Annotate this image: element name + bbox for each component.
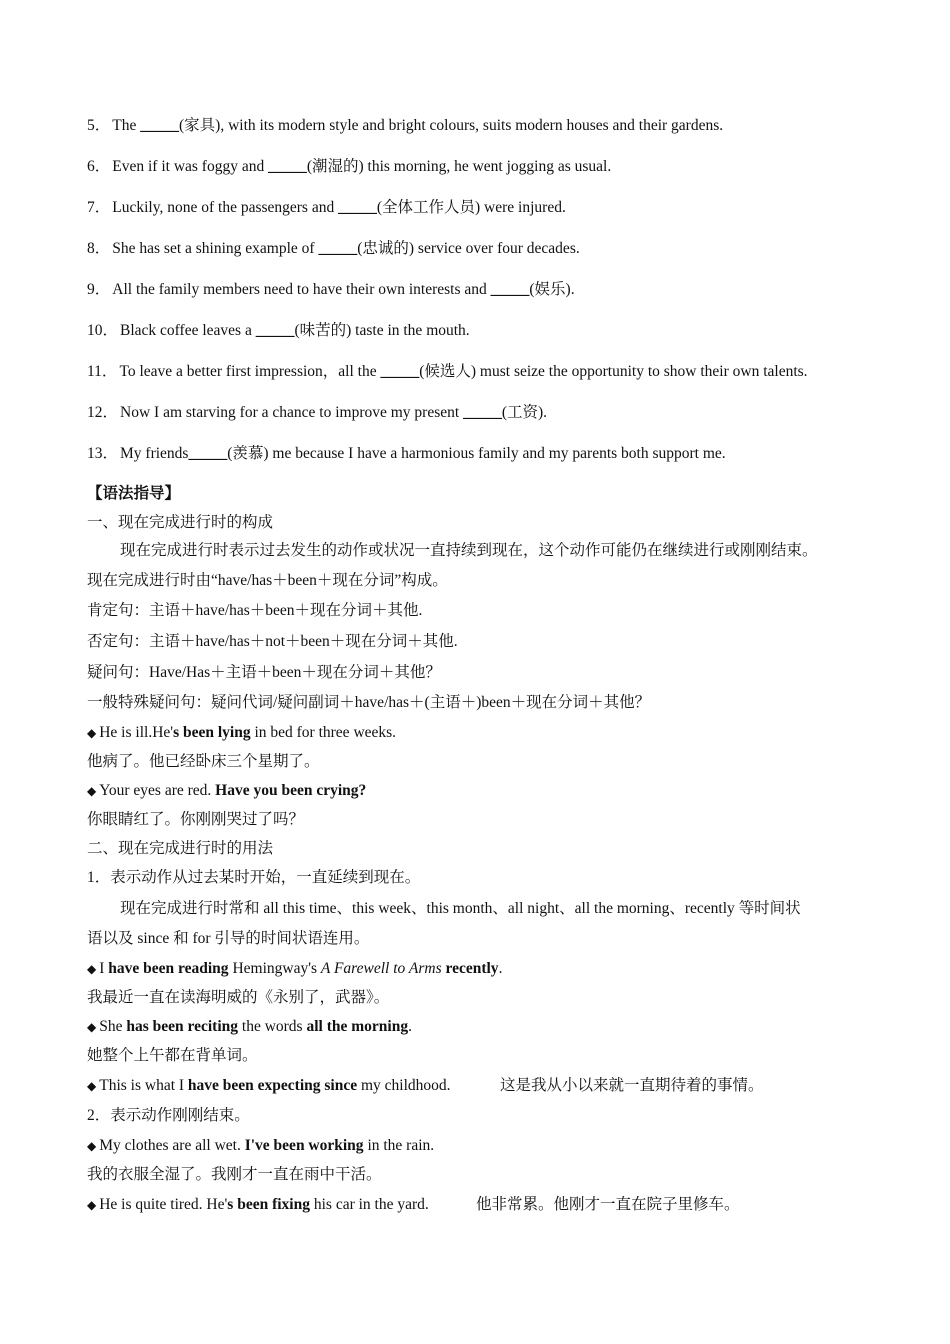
exercise-number: 12． (87, 404, 119, 421)
exercise-number: 10． (87, 322, 119, 339)
exercise-text: She has set a shining example of (112, 240, 319, 257)
exercise-text: All the family members need to have their own interests and (112, 281, 491, 298)
usage1-desc-line2: 语以及 since 和 for 引导的时间状语连用。 (87, 930, 370, 947)
exercise-hint: (忠诚的) service over four decades. (357, 240, 580, 257)
exercise-text: Luckily, none of the passengers and (112, 199, 339, 216)
affirmative-rule: 肯定句：主语＋have/has＋been＋现在分词＋其他. (87, 602, 423, 619)
exercise-item (87, 362, 808, 382)
exercise-item (87, 321, 470, 341)
exercise-number: 13． (87, 445, 119, 462)
exercise-number: 5． (87, 117, 111, 134)
exercise-blank[interactable]: _____ (140, 117, 179, 134)
exercise-number: 6． (87, 158, 111, 175)
section1-title: 一、现在完成进行时的构成 (87, 514, 274, 531)
exercise-item (87, 157, 611, 177)
exercise-blank[interactable]: _____ (255, 322, 295, 339)
exercise-number: 9． (87, 281, 111, 298)
bullet-icon: ◆ (87, 1079, 97, 1093)
example-4-translation: 她整个上午都在背单词。 (87, 1047, 258, 1064)
question-rule: 疑问句：Have/Has＋主语＋been＋现在分词＋其他？ (87, 664, 441, 681)
usage2-title: 2．表示动作刚刚结束。 (87, 1107, 250, 1124)
usage1-desc-line1: 现在完成进行时常和 all this time、this week、this month、all night、all the morning、recently 等时间状 (120, 900, 801, 917)
exercise-blank[interactable]: _____ (338, 199, 377, 216)
example-4: ◆ She has been reciting the words all the morning. (87, 1018, 412, 1035)
bullet-icon: ◆ (87, 1139, 97, 1153)
example-7-translation: 他非常累。他刚才一直在院子里修车。 (476, 1196, 740, 1213)
example-1-translation: 他病了。他已经卧床三个星期了。 (87, 753, 320, 770)
special-question-rule: 一般特殊疑问句：疑问代词/疑问副词＋have/has＋(主语＋)been＋现在分词＋其他？ (87, 694, 651, 711)
section2-title: 二、现在完成进行时的用法 (87, 840, 274, 857)
example-5: ◆ This is what I have been expecting since my childhood. (87, 1077, 451, 1094)
example-5-translation: 这是我从小以来就一直期待着的事情。 (500, 1077, 764, 1094)
exercise-hint: (家具), with its modern style and bright colours, suits modern houses and their gardens. (179, 117, 724, 134)
intro-line2: 现在完成进行时由“have/has＋been＋现在分词”构成。 (87, 572, 448, 589)
exercise-number: 8． (87, 240, 111, 257)
usage1-title: 1．表示动作从过去某时开始，一直延续到现在。 (87, 869, 421, 886)
exercise-blank[interactable]: _____ (268, 158, 307, 175)
bullet-icon: ◆ (87, 784, 97, 798)
example-3: ◆ I have been reading Hemingway's A Farewell to Arms recently. (87, 960, 503, 977)
exercise-hint: (味苦的) taste in the mouth. (294, 322, 470, 339)
exercise-item (87, 198, 566, 218)
exercise-item (87, 444, 726, 464)
exercise-hint: (娱乐). (529, 281, 575, 298)
exercise-number: 7． (87, 199, 111, 216)
bullet-icon: ◆ (87, 1198, 97, 1212)
exercise-blank[interactable]: _____ (463, 404, 502, 421)
exercise-blank[interactable]: _____ (188, 445, 228, 462)
exercise-item (87, 116, 723, 136)
example-2: ◆ Your eyes are red. Have you been crying? (87, 782, 367, 799)
exercise-hint: (全体工作人员) were injured. (376, 199, 566, 216)
exercise-blank[interactable]: _____ (318, 240, 358, 257)
example-3-translation: 我最近一直在读海明威的《永别了，武器》。 (87, 989, 390, 1006)
exercise-item (87, 403, 547, 423)
example-7: ◆ He is quite tired. He's been fixing his car in the yard. (87, 1196, 429, 1213)
bullet-icon: ◆ (87, 962, 97, 976)
exercise-text: To leave a better first impression，all the (119, 363, 381, 380)
exercise-text: My friends (120, 445, 189, 462)
bullet-icon: ◆ (87, 1020, 97, 1034)
exercise-hint: (工资). (501, 404, 548, 421)
example-1: ◆ He is ill.He's been lying in bed for three weeks. (87, 724, 397, 741)
example-6-translation: 我的衣服全湿了。我刚才一直在雨中干活。 (87, 1166, 382, 1183)
exercise-item (87, 239, 580, 259)
exercise-blank[interactable]: _____ (380, 363, 420, 380)
example-2-translation: 你眼睛红了。你刚刚哭过了吗？ (87, 811, 305, 828)
intro-line1: 现在完成进行时表示过去发生的动作或状况一直持续到现在，这个动作可能仍在继续进行或刚刚结束。 (120, 542, 818, 559)
exercise-text: Now I am starving for a chance to improve my present (120, 404, 464, 421)
exercise-text: Black coffee leaves a (120, 322, 256, 339)
exercise-text: The (112, 117, 141, 134)
exercise-hint: (潮湿的) this morning, he went jogging as usual. (306, 158, 612, 175)
exercise-hint: (羡慕) me because I have a harmonious family and my parents both support me. (227, 445, 726, 462)
example-6: ◆ My clothes are all wet. I've been working in the rain. (87, 1137, 435, 1154)
exercise-blank[interactable]: _____ (490, 281, 530, 298)
negative-rule: 否定句：主语＋have/has＋not＋been＋现在分词＋其他. (87, 633, 458, 650)
exercise-item (87, 280, 575, 300)
exercise-hint: (候选人) must seize the opportunity to show their own talents. (419, 363, 808, 380)
exercise-text: Even if it was foggy and (112, 158, 269, 175)
exercise-number: 11． (87, 363, 118, 380)
bullet-icon: ◆ (87, 726, 97, 740)
grammar-heading: 【语法指导】 (87, 485, 181, 502)
